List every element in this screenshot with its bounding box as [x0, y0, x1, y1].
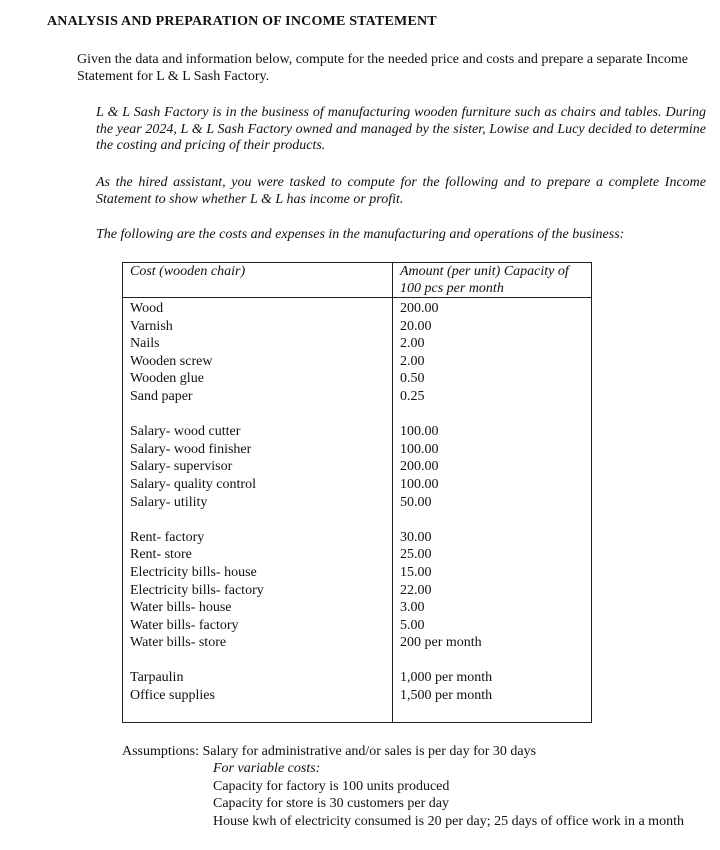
cost-item: Salary- wood cutter [130, 424, 241, 440]
cost-amount: 2.00 [400, 353, 425, 369]
cost-amount: 1,500 per month [400, 688, 493, 704]
company-description: L & L Sash Factory is in the business of manufacturing wooden furniture such as chairs and tables. During the year 2024, L & L Sash Factory owned and managed by the sister, Lowise and Lucy decided to determine the costing and pricing of their products. [96, 105, 706, 153]
cost-item: Varnish [130, 318, 173, 334]
cost-amount: 100.00 [400, 441, 439, 457]
cost-item: Salary- utility [130, 494, 208, 510]
cost-item: Salary- quality control [130, 476, 256, 492]
cost-amount: 5.00 [400, 617, 425, 633]
cost-amount: 2.00 [400, 336, 425, 352]
assumption-line: Capacity for store is 30 customers per day [213, 796, 449, 811]
cost-item: Electricity bills- house [130, 564, 257, 580]
cost-item: Salary- wood finisher [130, 441, 252, 457]
cost-amount: 200.00 [400, 301, 439, 316]
table-intro: The following are the costs and expenses in the manufacturing and operations of the business: [96, 227, 625, 242]
document-title: ANALYSIS AND PREPARATION OF INCOME STATEMENT [47, 14, 437, 29]
cost-amount: 22.00 [400, 582, 432, 598]
assumptions-list [213, 760, 684, 830]
task-description: As the hired assistant, you were tasked to compute for the following and to prepare a complete Income Statement to show whether L & L has income or profit. [96, 175, 706, 207]
cost-item: Water bills- store [130, 635, 227, 651]
cost-item: Rent- store [130, 547, 192, 563]
cost-item: Water bills- factory [130, 617, 239, 633]
assumption-line: House kwh of electricity consumed is 20 per day; 25 days of office work in a month [213, 813, 684, 829]
cost-items-column [130, 300, 264, 705]
cost-item: Nails [130, 336, 160, 352]
cost-amount: 0.50 [400, 371, 425, 387]
variable-costs-label: For variable costs: [213, 761, 321, 776]
assumptions-heading: Assumptions: Salary for administrative and/or sales is per day for 30 days [122, 744, 537, 759]
cost-amount: 15.00 [400, 564, 432, 580]
cost-amount: 100.00 [400, 424, 439, 440]
cost-amount: 200.00 [400, 459, 439, 475]
cost-amount: 3.00 [400, 600, 425, 616]
cost-item: Tarpaulin [130, 670, 184, 686]
cost-item: Water bills- house [130, 600, 232, 616]
column-divider [392, 263, 393, 722]
cost-item: Office supplies [130, 688, 215, 704]
amount-column [400, 300, 492, 705]
cost-item: Wooden screw [130, 353, 213, 369]
assumption-line: Capacity for factory is 100 units produced [213, 778, 450, 794]
cost-amount: 200 per month [400, 635, 482, 651]
amount-column-header: Amount (per unit) Capacity of 100 pcs per month [400, 264, 569, 296]
cost-column-header: Cost (wooden chair) [130, 264, 246, 279]
cost-table [122, 262, 592, 723]
cost-item: Rent- factory [130, 529, 205, 545]
cost-amount: 20.00 [400, 318, 432, 334]
cost-amount: 100.00 [400, 476, 439, 492]
cost-amount: 50.00 [400, 494, 432, 510]
intro-text: Given the data and information below, compute for the needed price and costs and prepare a separate Income Statement for L & L Sash Factory. [77, 52, 688, 84]
cost-item: Wooden glue [130, 371, 204, 387]
cost-amount: 30.00 [400, 529, 432, 545]
cost-amount: 0.25 [400, 388, 425, 404]
cost-item: Salary- supervisor [130, 459, 233, 475]
cost-amount: 25.00 [400, 547, 432, 563]
cost-item: Sand paper [130, 388, 193, 404]
cost-item: Wood [130, 301, 164, 316]
cost-amount: 1,000 per month [400, 670, 493, 686]
header-divider [123, 297, 591, 298]
cost-item: Electricity bills- factory [130, 582, 264, 598]
